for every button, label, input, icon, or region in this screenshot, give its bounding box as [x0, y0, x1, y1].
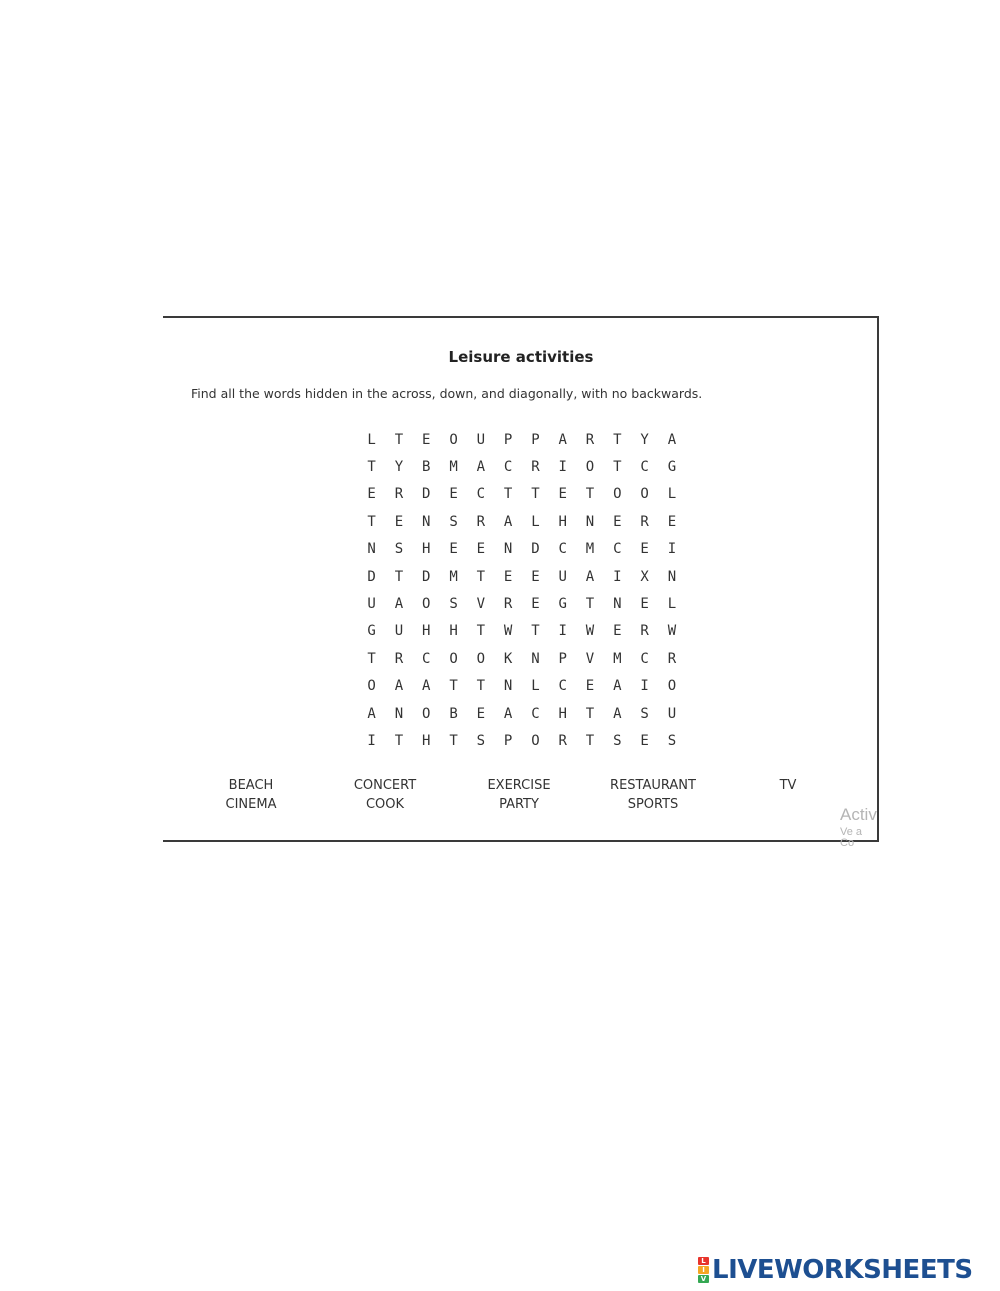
grid-letter[interactable]: U	[394, 623, 404, 640]
activation-subtext: Ve a Co	[840, 826, 863, 849]
grid-letter[interactable]: N	[367, 541, 376, 558]
grid-letter[interactable]: X	[640, 568, 649, 585]
grid-letter[interactable]: R	[476, 513, 486, 530]
grid-letter[interactable]: E	[585, 678, 595, 695]
grid-letter[interactable]: C	[640, 459, 649, 476]
grid-letter[interactable]: E	[558, 486, 567, 503]
grid-letter[interactable]: S	[667, 732, 677, 749]
grid-letter[interactable]: E	[449, 541, 458, 558]
grid-letter[interactable]: U	[558, 568, 567, 585]
grid-letter[interactable]: L	[531, 678, 540, 695]
grid-letter[interactable]: L	[667, 596, 677, 613]
grid-letter[interactable]: I	[640, 678, 649, 695]
grid-letter[interactable]: I	[558, 623, 567, 640]
grid-letter[interactable]: C	[558, 678, 567, 695]
grid-letter[interactable]: E	[422, 431, 431, 448]
grid-letter[interactable]: E	[476, 541, 486, 558]
grid-letter[interactable]: O	[422, 705, 431, 722]
grid-letter[interactable]: E	[640, 596, 649, 613]
grid-letter[interactable]: N	[585, 513, 595, 530]
word-list-item: EXERCISE	[487, 778, 551, 793]
grid-letter[interactable]: I	[667, 541, 677, 558]
word-list	[163, 778, 879, 818]
grid-letter[interactable]: E	[613, 623, 622, 640]
grid-letter[interactable]: P	[558, 650, 567, 667]
grid-letter[interactable]: A	[613, 705, 622, 722]
grid-letter[interactable]: S	[449, 596, 458, 613]
grid-letter[interactable]: T	[367, 459, 376, 476]
grid-letter[interactable]: O	[585, 459, 595, 476]
grid-letter[interactable]: S	[640, 705, 649, 722]
grid-letter[interactable]: H	[422, 623, 431, 640]
logo-block: V	[698, 1275, 709, 1283]
grid-letter[interactable]: E	[531, 596, 540, 613]
grid-letter[interactable]: O	[531, 732, 540, 749]
grid-letter[interactable]: A	[667, 431, 677, 448]
grid-letter[interactable]: L	[667, 486, 677, 503]
grid-letter[interactable]: M	[449, 568, 458, 585]
grid-letter[interactable]: E	[640, 732, 649, 749]
grid-letter[interactable]: U	[667, 705, 677, 722]
word-list-item: CINEMA	[225, 797, 277, 812]
grid-letter[interactable]: Y	[640, 431, 649, 448]
grid-letter[interactable]: T	[585, 596, 595, 613]
word-list-item: SPORTS	[627, 797, 679, 812]
liveworksheets-logo-icon	[698, 1257, 709, 1283]
grid-letter[interactable]: M	[585, 541, 595, 558]
brand-name: LIVEWORKSHEETS	[712, 1255, 973, 1285]
grid-letter[interactable]: E	[367, 486, 376, 503]
grid-letter[interactable]: T	[394, 568, 404, 585]
grid-letter[interactable]: R	[667, 650, 677, 667]
word-list-item: PARTY	[499, 797, 539, 812]
grid-letter[interactable]: A	[367, 705, 376, 722]
grid-letter[interactable]: H	[558, 513, 567, 530]
grid-letter[interactable]: T	[449, 732, 458, 749]
grid-letter[interactable]: C	[531, 705, 540, 722]
grid-letter[interactable]: P	[531, 431, 540, 448]
word-list-item: CONCERT	[353, 778, 417, 793]
grid-letter[interactable]: N	[394, 705, 404, 722]
grid-letter[interactable]: G	[367, 623, 376, 640]
grid-letter[interactable]: Y	[394, 459, 404, 476]
grid-letter[interactable]: E	[503, 568, 513, 585]
grid-letter[interactable]: I	[613, 568, 622, 585]
grid-letter[interactable]: C	[613, 541, 622, 558]
grid-letter[interactable]: T	[613, 431, 622, 448]
grid-letter[interactable]: R	[531, 459, 540, 476]
word-list-item: RESTAURANT	[610, 778, 696, 793]
grid-letter[interactable]: O	[640, 486, 649, 503]
grid-letter[interactable]: A	[585, 568, 595, 585]
grid-letter[interactable]: A	[503, 513, 513, 530]
grid-letter[interactable]: G	[667, 459, 677, 476]
grid-letter[interactable]: S	[476, 732, 486, 749]
grid-letter[interactable]: S	[449, 513, 458, 530]
grid-letter[interactable]: R	[503, 596, 513, 613]
grid-letter[interactable]: A	[422, 678, 431, 695]
grid-letter[interactable]: T	[394, 732, 404, 749]
grid-letter[interactable]: C	[558, 541, 567, 558]
worksheet-title: Leisure activities	[448, 348, 594, 366]
grid-letter[interactable]: C	[476, 486, 486, 503]
word-list-item: BEACH	[228, 778, 274, 793]
grid-letter[interactable]: R	[558, 732, 567, 749]
grid-letter[interactable]: N	[503, 541, 513, 558]
grid-letter[interactable]: D	[422, 568, 431, 585]
grid-letter[interactable]: A	[613, 678, 622, 695]
grid-letter[interactable]: T	[449, 678, 458, 695]
grid-letter[interactable]: O	[422, 596, 431, 613]
grid-letter[interactable]: H	[422, 541, 431, 558]
grid-letter[interactable]: V	[585, 650, 595, 667]
grid-letter[interactable]: O	[667, 678, 677, 695]
grid-letter[interactable]: D	[367, 568, 376, 585]
grid-letter[interactable]: T	[476, 678, 486, 695]
grid-letter[interactable]: O	[449, 650, 458, 667]
grid-letter[interactable]: C	[503, 459, 513, 476]
grid-letter[interactable]: E	[476, 705, 486, 722]
grid-letter[interactable]: H	[422, 732, 431, 749]
grid-letter[interactable]: O	[367, 678, 376, 695]
grid-letter[interactable]: R	[585, 431, 595, 448]
grid-letter[interactable]: S	[613, 732, 622, 749]
grid-letter[interactable]: K	[503, 650, 513, 667]
grid-letter[interactable]: M	[449, 459, 458, 476]
grid-letter[interactable]: W	[667, 623, 677, 640]
grid-letter[interactable]: A	[503, 705, 513, 722]
grid-letter[interactable]: T	[585, 486, 595, 503]
grid-letter[interactable]: P	[503, 431, 513, 448]
grid-letter[interactable]: I	[367, 732, 376, 749]
grid-letter[interactable]: R	[394, 650, 404, 667]
grid-letter[interactable]: E	[449, 486, 458, 503]
grid-letter[interactable]: W	[503, 623, 513, 640]
word-search-grid[interactable]	[358, 426, 686, 755]
grid-letter[interactable]: H	[558, 705, 567, 722]
grid-letter[interactable]: V	[476, 596, 486, 613]
grid-letter[interactable]: O	[613, 486, 622, 503]
grid-letter[interactable]: R	[394, 486, 404, 503]
grid-letter[interactable]: A	[394, 678, 404, 695]
activation-text: Activ	[840, 805, 877, 824]
logo-block: I	[698, 1266, 709, 1274]
grid-letter[interactable]: I	[558, 459, 567, 476]
word-list-item: COOK	[365, 797, 405, 812]
grid-letter[interactable]: O	[476, 650, 486, 667]
worksheet-panel	[163, 316, 879, 849]
grid-letter[interactable]: A	[476, 459, 486, 476]
grid-letter[interactable]: E	[667, 513, 677, 530]
grid-letter[interactable]: E	[613, 513, 622, 530]
grid-letter[interactable]: B	[422, 459, 431, 476]
grid-letter[interactable]: N	[531, 650, 540, 667]
word-list-item: TV	[779, 778, 797, 793]
grid-letter[interactable]: M	[613, 650, 622, 667]
grid-letter[interactable]: C	[640, 650, 649, 667]
grid-letter[interactable]: U	[476, 431, 486, 448]
grid-letter[interactable]: O	[449, 431, 458, 448]
grid-letter[interactable]: T	[367, 650, 376, 667]
grid-letter[interactable]: T	[531, 623, 540, 640]
grid-letter[interactable]: P	[503, 732, 513, 749]
grid-letter[interactable]: W	[585, 623, 595, 640]
grid-letter[interactable]: N	[503, 678, 513, 695]
grid-letter[interactable]: H	[449, 623, 458, 640]
grid-letter[interactable]: T	[367, 513, 376, 530]
grid-letter[interactable]: T	[531, 486, 540, 503]
grid-letter[interactable]: E	[640, 541, 649, 558]
grid-letter[interactable]: T	[476, 623, 486, 640]
grid-letter[interactable]: L	[531, 513, 540, 530]
grid-letter[interactable]: T	[585, 705, 595, 722]
grid-letter[interactable]: D	[531, 541, 540, 558]
grid-letter[interactable]: T	[394, 431, 404, 448]
grid-letter[interactable]: N	[613, 596, 622, 613]
grid-letter[interactable]: C	[422, 650, 431, 667]
grid-letter[interactable]: T	[503, 486, 513, 503]
grid-letter[interactable]: S	[394, 541, 404, 558]
grid-letter[interactable]: L	[367, 431, 376, 448]
grid-letter[interactable]: A	[394, 596, 404, 613]
grid-letter[interactable]: U	[367, 596, 376, 613]
grid-letter[interactable]: T	[476, 568, 486, 585]
grid-letter[interactable]: T	[613, 459, 622, 476]
grid-letter[interactable]: N	[422, 513, 431, 530]
grid-letter[interactable]: E	[531, 568, 540, 585]
grid-letter[interactable]: A	[558, 431, 567, 448]
liveworksheets-brand	[698, 1255, 973, 1285]
grid-letter[interactable]: G	[558, 596, 567, 613]
grid-letter[interactable]: B	[449, 705, 458, 722]
worksheet-instructions: Find all the words hidden in the across, down, and diagonally, with no backwards.	[191, 386, 703, 401]
activation-watermark	[840, 806, 877, 849]
grid-letter[interactable]: N	[667, 568, 677, 585]
grid-letter[interactable]: R	[640, 623, 649, 640]
logo-block: L	[698, 1257, 709, 1265]
grid-letter[interactable]: R	[640, 513, 649, 530]
grid-letter[interactable]: T	[585, 732, 595, 749]
grid-letter[interactable]: D	[422, 486, 431, 503]
grid-letter[interactable]: E	[394, 513, 404, 530]
